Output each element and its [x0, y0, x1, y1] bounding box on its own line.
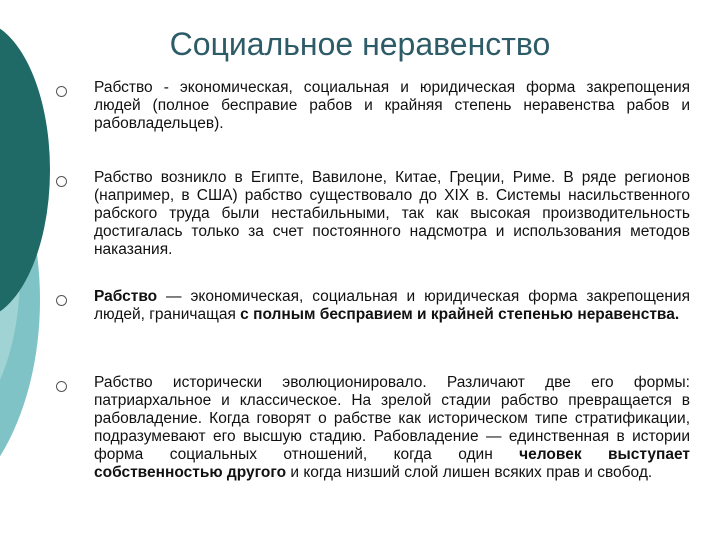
bullet-icon — [56, 176, 67, 187]
bullet-text-2: Рабство возникло в Египте, Вавилоне, Китае, Греции, Риме. В ряде регионов (например, в США) рабство существовало до XIX в. Системы насильственного рабского труда были нестабильными, так как высокая производительность достигалась только за счет постоянного надсмотра и использования методов наказания. — [94, 169, 690, 258]
bold-phrase: человек выступает собственностью другого — [94, 446, 690, 481]
slide-title: Социальное неравенство — [169, 26, 551, 62]
bullet-text-4 — [94, 374, 690, 482]
bullet-icon — [56, 295, 67, 306]
paragraph-text: Рабство исторически эволюционировало. Различают две его формы: патриархальное и классическое. На зрелой стадии рабство превращается в рабовладение. Когда говорят о рабстве как историческом типе стратификации, подразумевают его высшую стадию. Рабовладение — единственная в истории форма социальных отношений, когда один — [94, 374, 690, 463]
bold-phrase: с полным бесправием и крайней степенью неравенства. — [240, 306, 680, 323]
bullet-text-1: Рабство - экономическая, социальная и юридическая форма закрепощения людей (полное бесправие рабов и крайняя степень неравенства рабов и рабовладельцев). — [94, 79, 690, 132]
paragraph-text-end: и когда низший слой лишен всяких прав и свобод. — [286, 464, 653, 481]
bullet-icon — [56, 86, 67, 97]
definition-text: — экономическая, социальная и юридическая форма закрепощения людей, граничащая — [94, 288, 690, 323]
bold-term: Рабство — [94, 288, 158, 305]
decorative-circle-teal — [0, 20, 50, 320]
bullet-icon — [56, 381, 67, 392]
bullet-text-3 — [94, 288, 690, 324]
